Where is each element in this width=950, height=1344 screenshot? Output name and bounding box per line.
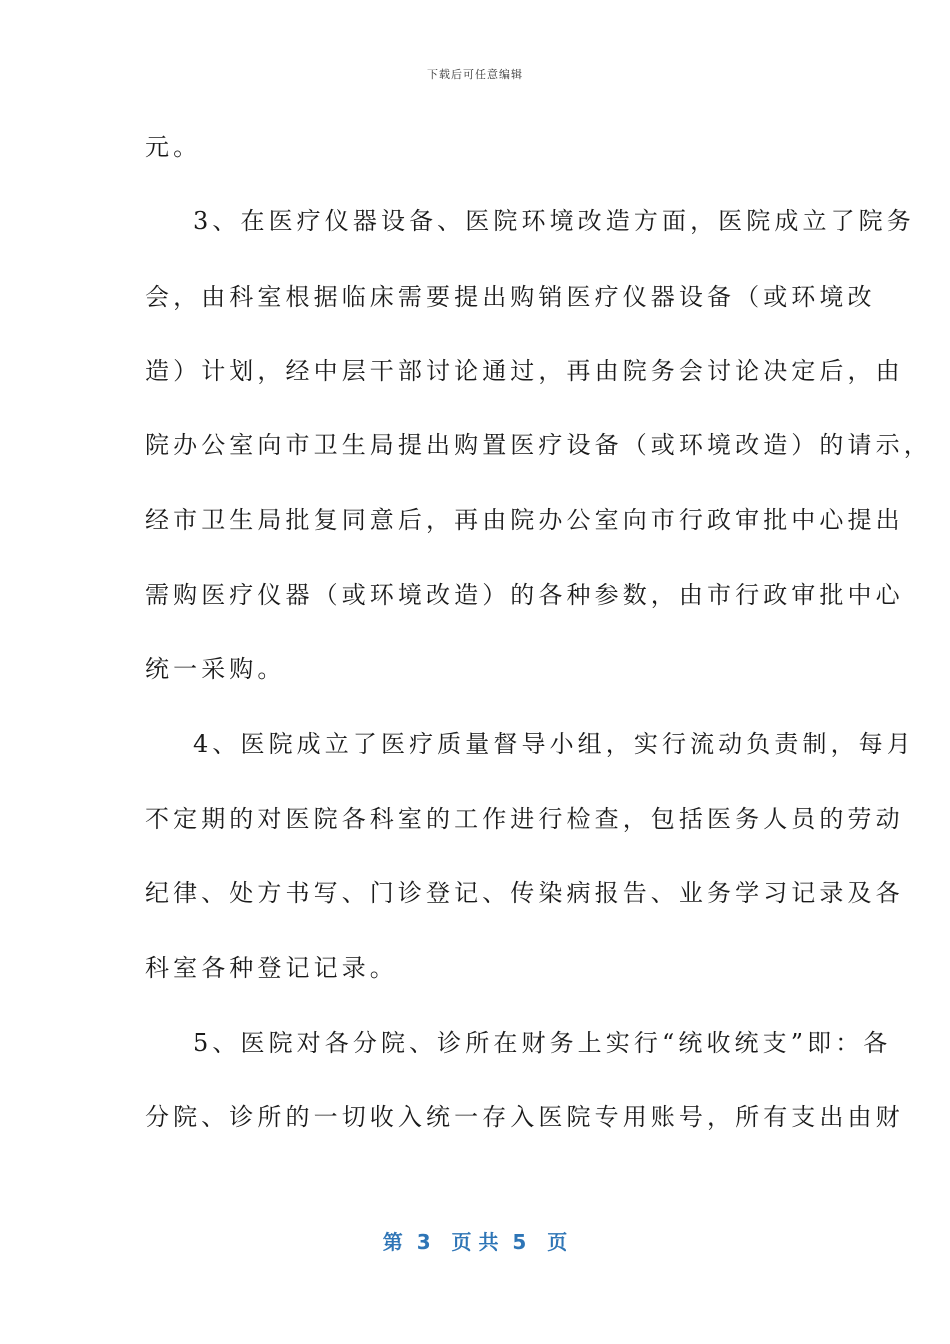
body-line-13: 5、医院对各分院、诊所在财务上实行“统收统支”即：各 [193, 1029, 892, 1057]
body-line-9: 4、医院成立了医疗质量督导小组，实行流动负责制，每月 [193, 730, 915, 758]
body-line-3: 会，由科室根据临床需要提出购销医疗仪器设备（或环境改 [145, 283, 876, 311]
body-line-14: 分院、诊所的一切收入统一存入医院专用账号，所有支出由财 [145, 1103, 904, 1131]
body-line-2: 3、在医疗仪器设备、医院环境改造方面，医院成立了院务 [193, 207, 915, 235]
body-line-7: 需购医疗仪器（或环境改造）的各种参数，由市行政审批中心 [145, 581, 904, 609]
body-line-12: 科室各种登记记录。 [145, 954, 398, 982]
page-footer: 第 3 页 共 5 页 [382, 1230, 568, 1254]
body-line-6: 经市卫生局批复同意后，再由院办公室向市行政审批中心提出 [145, 506, 904, 534]
body-line-11: 纪律、处方书写、门诊登记、传染病报告、业务学习记录及各 [145, 879, 904, 907]
body-line-4: 造）计划，经中层干部讨论通过，再由院务会讨论决定后，由 [145, 357, 904, 385]
body-line-10: 不定期的对医院各科室的工作进行检查，包括医务人员的劳动 [145, 805, 904, 833]
body-line-1: 元。 [145, 133, 202, 161]
body-line-8: 统一采购。 [145, 655, 286, 683]
body-line-5: 院办公室向市卫生局提出购置医疗设备（或环境改造）的请示， [145, 431, 932, 459]
page-header: 下载后可任意编辑 [427, 68, 523, 81]
